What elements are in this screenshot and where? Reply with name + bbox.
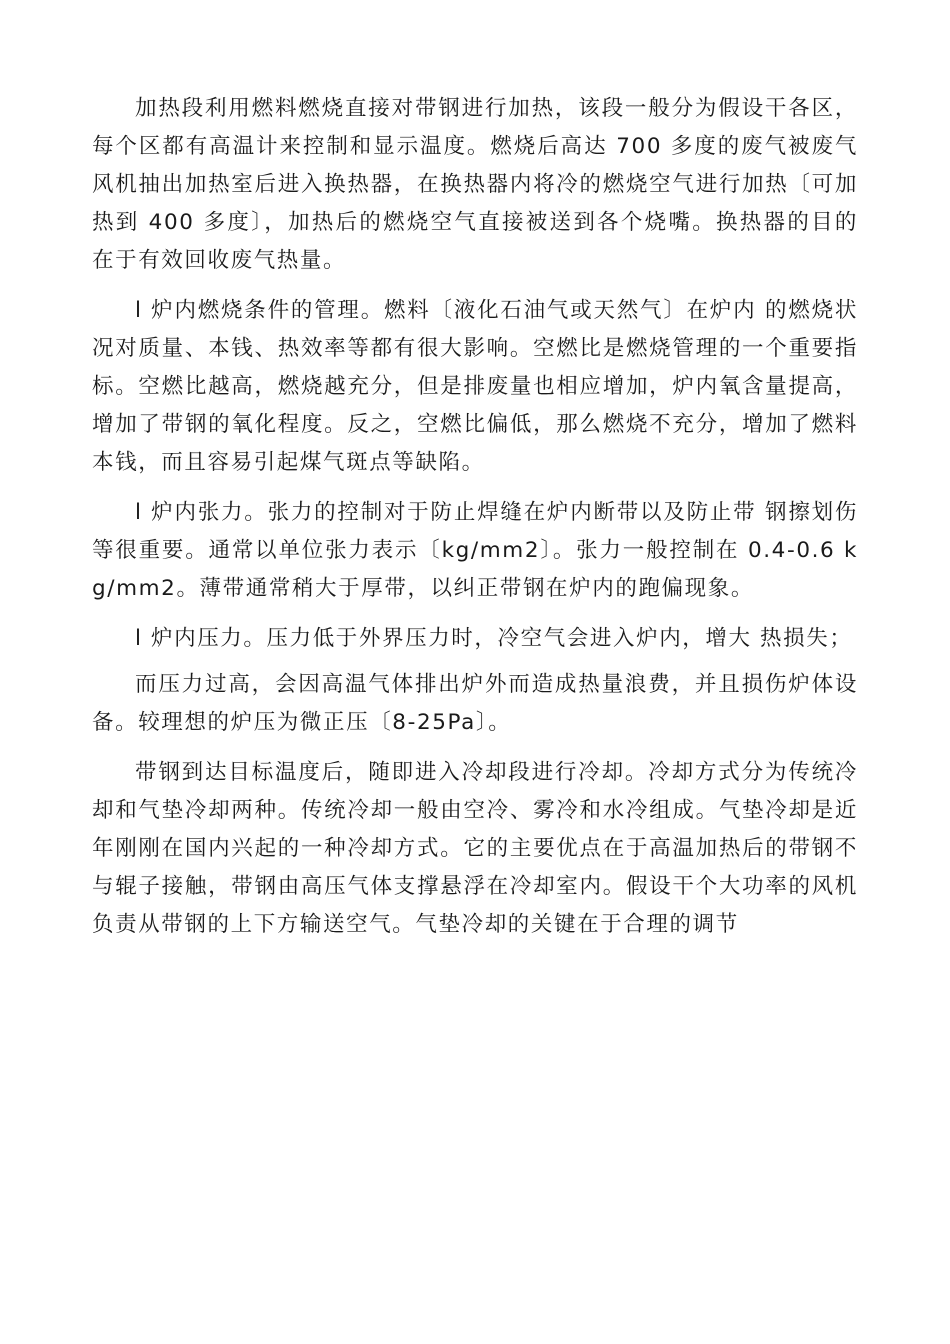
paragraph-pressure-continued: 而压力过高，会因高温气体排出炉外而造成热量浪费，并且损伤炉体设备。较理想的炉压为微正压〔8-25Pa〕。 — [92, 672, 858, 735]
paragraph-furnace-pressure: l 炉内压力。压力低于外界压力时，冷空气会进入炉内，增大 热损失； — [135, 626, 853, 651]
paragraph-furnace-tension: l 炉内张力。张力的控制对于防止焊缝在炉内断带以及防止带 钢擦划伤等很重要。通常以单位张力表示〔kg/mm2〕。张力一般控制在 0.4-0.6 kg/mm2。薄带通常稍大于厚带，以纠正带钢在炉内的跑偏现象。 — [92, 500, 858, 601]
document-page — [92, 90, 858, 956]
paragraph-combustion-management: l 炉内燃烧条件的管理。燃料〔液化石油气或天然气〕在炉内 的燃烧状况对质量、本钱、热效率等都有很大影响。空燃比是燃烧管理的一个重要指标。空燃比越高，燃烧越充分，但是排废量也相应增加，炉内氧含量提高，增加了带钢的氧化程度。反之，空燃比偏低，那么燃烧不充分，增加了燃料本钱，而且容易引起煤气斑点等缺陷。 — [92, 298, 858, 475]
paragraph-heating-section: 加热段利用燃料燃烧直接对带钢进行加热，该段一般分为假设干各区，每个区都有高温计来控制和显示温度。燃烧后高达 700 多度的废气被废气风机抽出加热室后进入换热器，在换热器内将冷的燃烧空气进行加热〔可加热到 400 多度〕，加热后的燃烧空气直接被送到各个烧嘴。换热器的目的在于有效回收废气热量。 — [92, 96, 858, 273]
paragraph-cooling-section: 带钢到达目标温度后，随即进入冷却段进行冷却。冷却方式分为传统冷却和气垫冷却两种。传统冷却一般由空冷、雾冷和水冷组成。气垫冷却是近年刚刚在国内兴起的一种冷却方式。它的主要优点在于高温加热后的带钢不与辊子接触，带钢由高压气体支撑悬浮在冷却室内。假设干个大功率的风机负责从带钢的上下方输送空气。气垫冷却的关键在于合理的调节 — [92, 760, 858, 937]
